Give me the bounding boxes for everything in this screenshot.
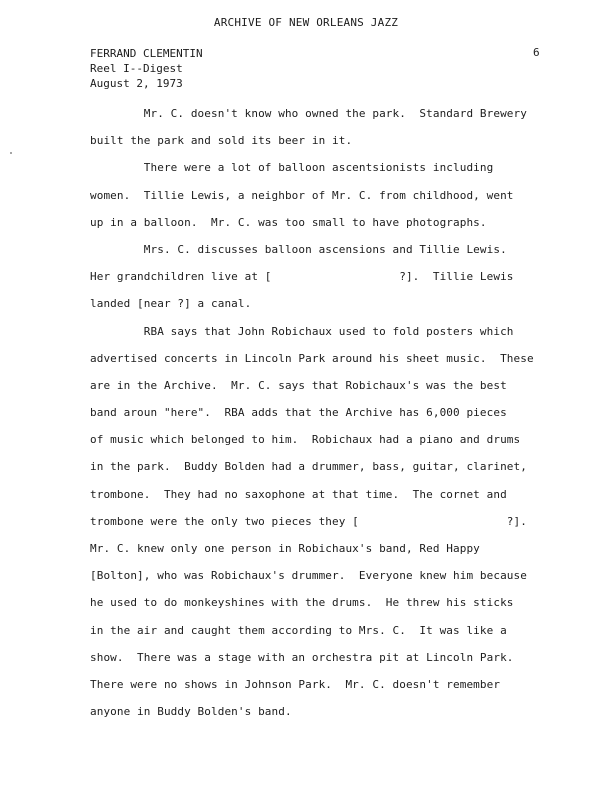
text-line: There were no shows in Johnson Park. Mr. C. doesn't remember [90,677,501,691]
text-line: of music which belonged to him. Robichaux had a piano and drums [90,433,521,447]
text-line: women. Tillie Lewis, a neighbor of Mr. C. from childhood, went [90,188,514,202]
text-line: There were a lot of balloon ascentsionists including [90,161,494,175]
text-line: Mrs. C. discusses balloon ascensions and Tillie Lewis. [90,242,507,256]
text-line: show. There was a stage with an orchestra pit at Lincoln Park. [90,650,514,664]
interview-date: August 2, 1973 [90,77,183,90]
text-line: landed [near ?] a canal. [90,297,252,311]
text-line: anyone in Buddy Bolden's band. [90,705,292,719]
text-line: RBA says that John Robichaux used to fold posters which [90,324,514,338]
text-line: up in a balloon. Mr. C. was too small to have photographs. [90,215,487,229]
text-line: Mr. C. doesn't know who owned the park. Standard Brewery [90,107,527,120]
text-line: he used to do monkeyshines with the drums. He threw his sticks [90,596,514,610]
interviewee-name: FERRAND CLEMENTIN [90,47,203,60]
archive-title: ARCHIVE OF NEW ORLEANS JAZZ [213,16,399,29]
digest-body [90,100,560,725]
text-line: in the air and caught them according to Mrs. C. It was like a [90,623,507,637]
text-line: Her grandchildren live at [ ?]. Tillie Lewis [90,270,514,284]
text-line: in the park. Buddy Bolden had a drummer, bass, guitar, clarinet, [90,460,527,474]
reel-label: Reel I--Digest [90,62,183,75]
text-line: advertised concerts in Lincoln Park around his sheet music. These [90,351,534,365]
text-line: trombone. They had no saxophone at that time. The cornet and [90,487,507,501]
text-line: built the park and sold its beer in it. [90,134,353,148]
text-line: are in the Archive. Mr. C. says that Robichaux's was the best [90,378,507,392]
text-line: band aroun "here". RBA adds that the Archive has 6,000 pieces [90,406,507,420]
interview-meta [90,46,203,91]
text-line: Mr. C. knew only one person in Robichaux's band, Red Happy [90,542,480,555]
scan-speck [10,152,12,154]
text-line: [Bolton], who was Robichaux's drummer. Everyone knew him because [90,569,527,583]
page-number: 6 [533,46,540,59]
text-line: trombone were the only two pieces they [ ?]. [90,514,527,528]
